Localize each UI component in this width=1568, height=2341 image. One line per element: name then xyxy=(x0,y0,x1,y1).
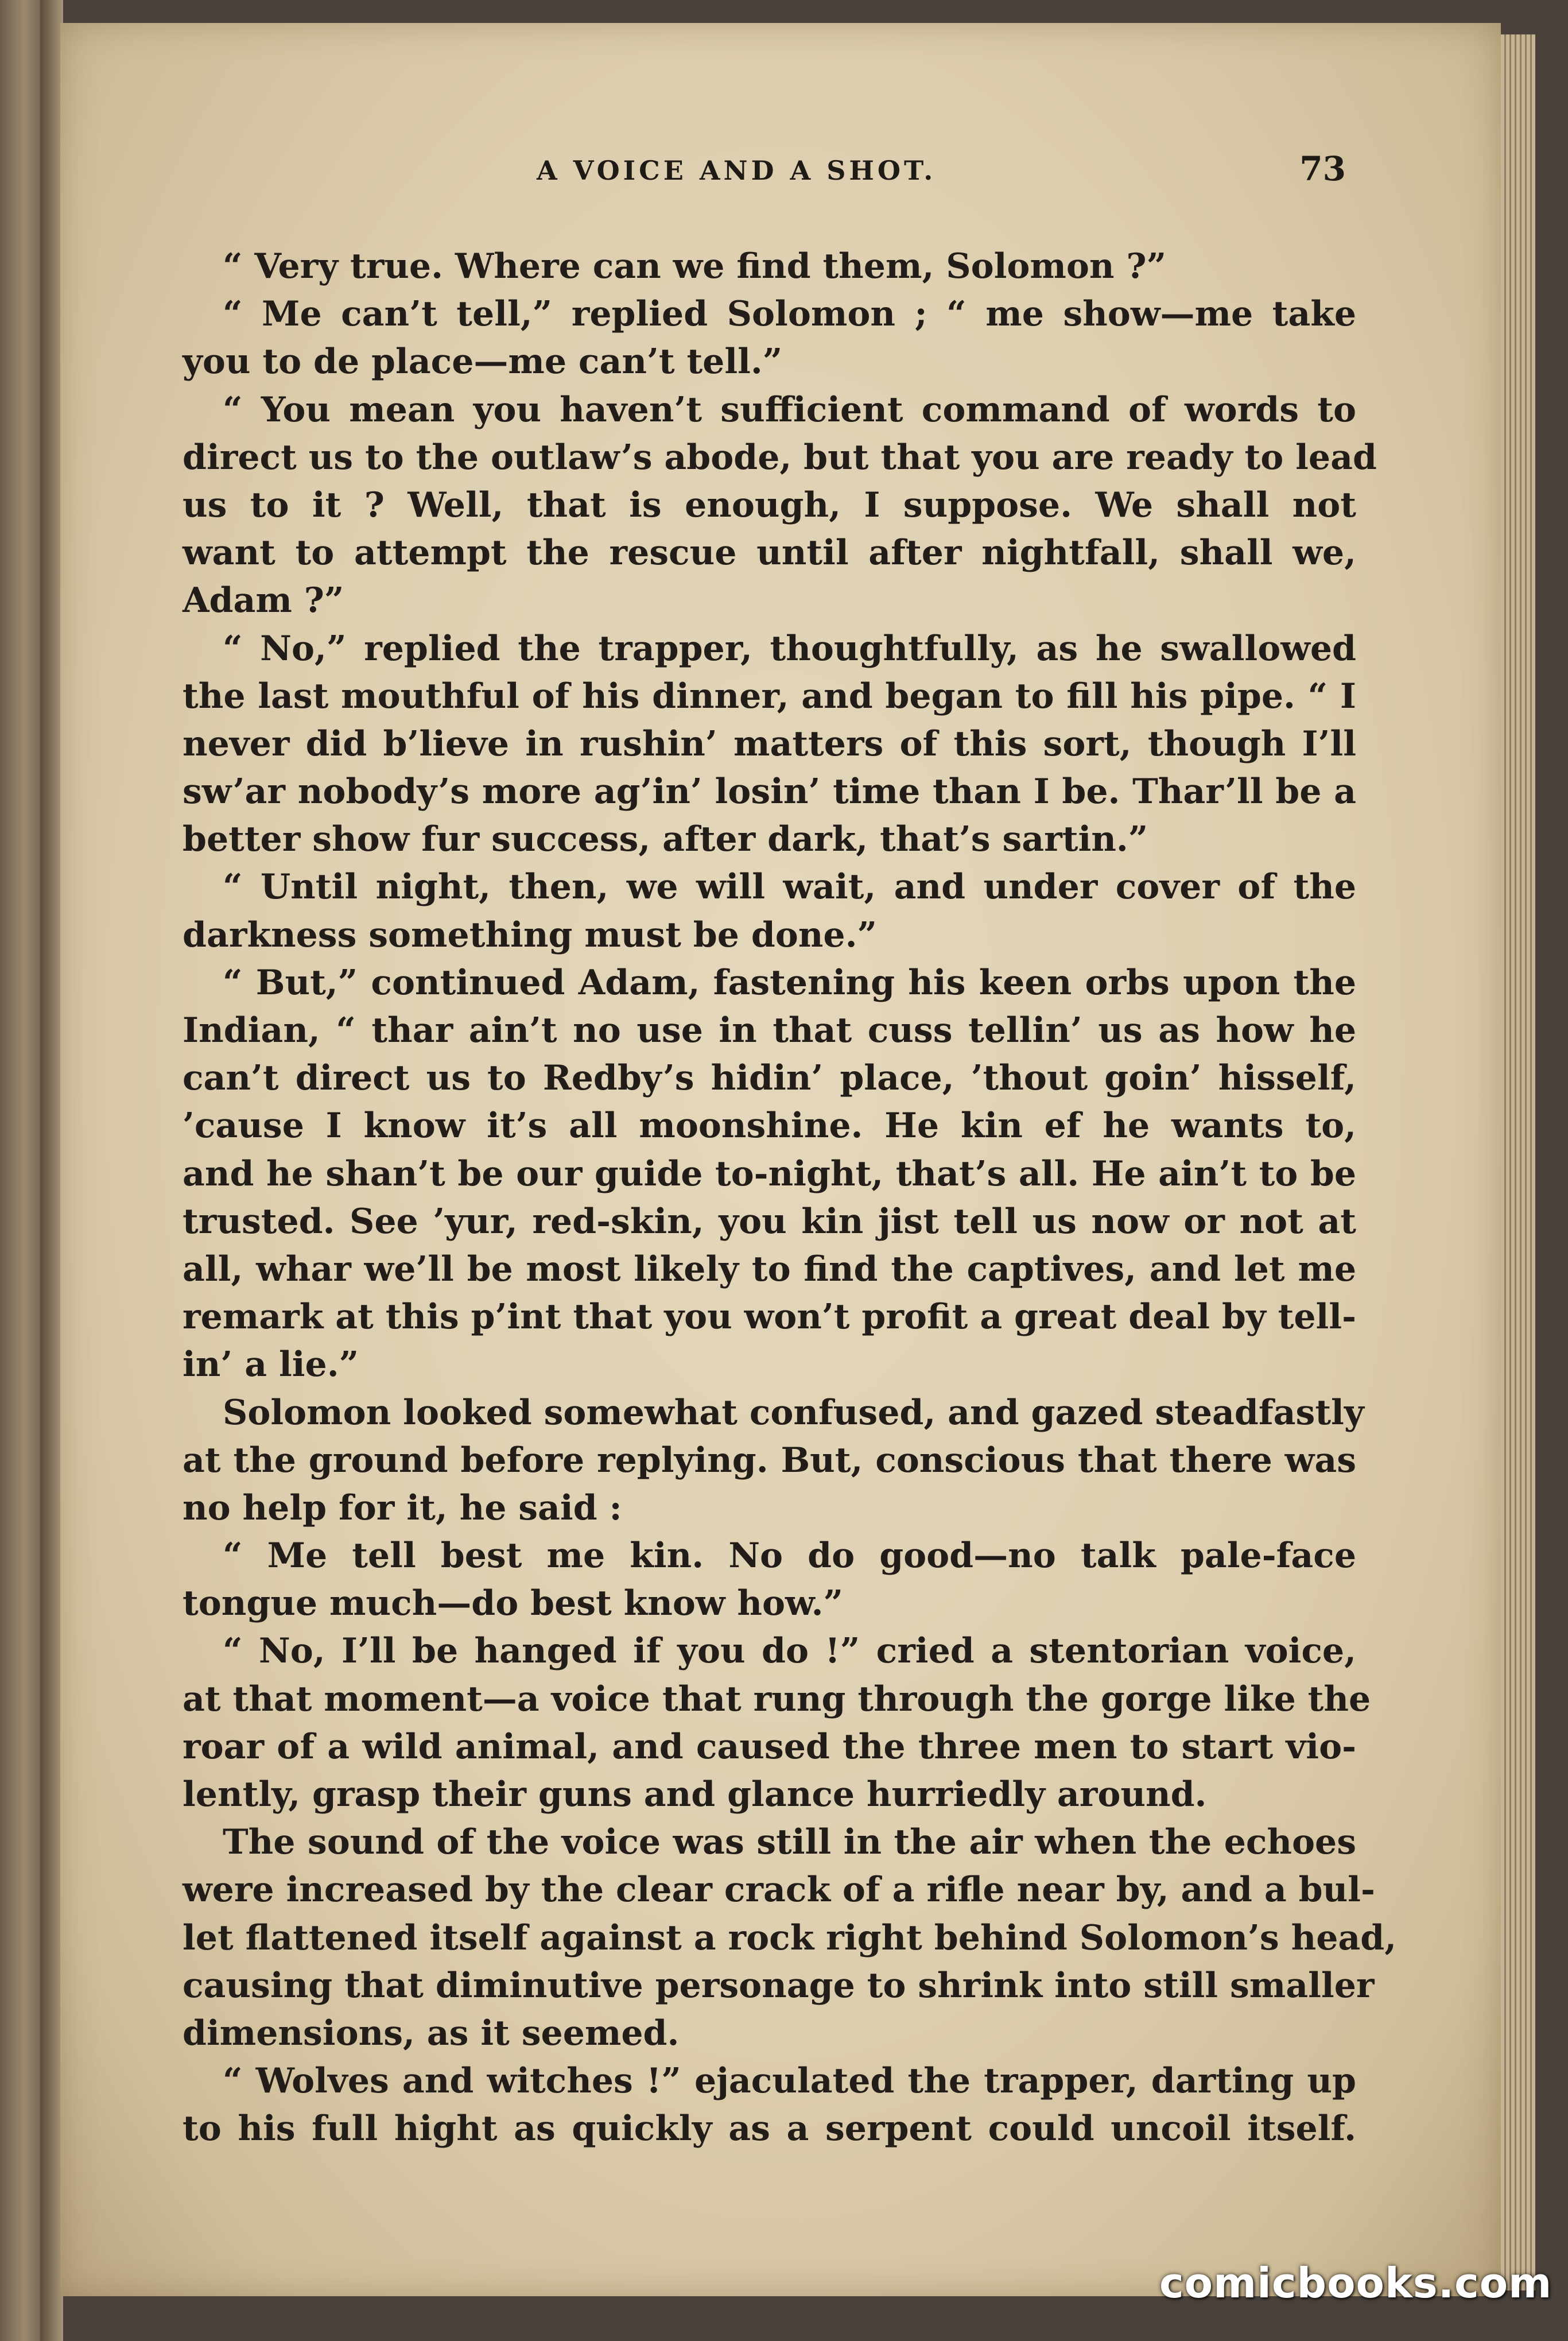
text-line: can’t direct us to Redby’s hidin’ place, ’thout goin’ hisself, xyxy=(183,1058,1356,1099)
page-body-text xyxy=(183,243,1397,2153)
watermark: comicbooks.com xyxy=(1159,2259,1553,2307)
text-line: all, whar we’ll be most likely to find the captives, and let me xyxy=(183,1249,1356,1289)
text-line: want to attempt the rescue until after nightfall, shall we, xyxy=(183,533,1356,573)
text-line: better show fur success, after dark, that’s sartin.” xyxy=(183,819,1148,860)
text-line: sw’ar nobody’s more ag’in’ losin’ time than I be. Thar’ll be a xyxy=(183,772,1356,812)
text-line: us to it ? Well, that is enough, I suppose. We shall not xyxy=(183,485,1356,525)
running-head: A VOICE AND A SHOT. xyxy=(537,155,937,186)
text-line: no help for it, he said : xyxy=(183,1487,622,1528)
text-line: “ No,” replied the trapper, thoughtfully, as he swallowed xyxy=(223,628,1356,669)
page-number: 73 xyxy=(1299,149,1346,188)
text-line: Indian, “ thar ain’t no use in that cuss tellin’ us as how he xyxy=(183,1010,1356,1051)
text-line: to his full hight as quickly as a serpent could uncoil itself. xyxy=(183,2109,1356,2149)
text-line: The sound of the voice was still in the air when the echoes xyxy=(223,1822,1356,1863)
book-page xyxy=(60,23,1501,2296)
text-line: Adam ?” xyxy=(183,580,344,621)
text-line: “ You mean you haven’t sufficient command of words to xyxy=(223,389,1356,430)
text-line: you to de place—me can’t tell.” xyxy=(183,342,783,382)
text-line: Solomon looked somewhat confused, and gazed steadfastly xyxy=(223,1392,1364,1433)
text-line: “ But,” continued Adam, fastening his keen orbs upon the xyxy=(223,962,1356,1003)
text-line: “ Wolves and witches !” ejaculated the trapper, darting up xyxy=(223,2061,1356,2102)
text-line: “ Me can’t tell,” replied Solomon ; “ me show—me take xyxy=(223,294,1356,335)
text-line: tongue much—do best know how.” xyxy=(183,1583,844,1624)
spine-shadow xyxy=(40,0,63,2341)
text-line: at the ground before replying. But, conscious that there was xyxy=(183,1440,1356,1480)
left-page-edge xyxy=(0,0,40,2341)
page-stack-edges xyxy=(1501,34,1535,2290)
text-line: the last mouthful of his dinner, and began to fill his pipe. “ I xyxy=(183,676,1356,716)
text-line: never did b’lieve in rushin’ matters of this sort, though I’ll xyxy=(183,723,1356,764)
text-line: lently, grasp their guns and glance hurriedly around. xyxy=(183,1774,1207,1815)
page-header xyxy=(60,149,1501,207)
text-line: “ Very true. Where can we find them, Solomon ?” xyxy=(223,246,1167,286)
text-line: causing that diminutive personage to shrink into still smaller xyxy=(183,1965,1375,2006)
text-line: and he shan’t be our guide to-night, that’s all. He ain’t to be xyxy=(183,1153,1356,1194)
text-line: direct us to the outlaw’s abode, but that you are ready to lead xyxy=(183,437,1377,478)
text-line: roar of a wild animal, and caused the three men to start vio- xyxy=(183,1726,1356,1767)
text-line: remark at this p’int that you won’t profit a great deal by tell- xyxy=(183,1297,1356,1338)
text-line: ’cause I know it’s all moonshine. He kin ef he wants to, xyxy=(183,1106,1356,1146)
text-line: at that moment—a voice that rung through the gorge like the xyxy=(183,1679,1371,1719)
text-line: in’ a lie.” xyxy=(183,1344,359,1385)
text-line: “ Until night, then, we will wait, and under cover of the xyxy=(223,867,1356,908)
text-line: “ Me tell best me kin. No do good—no talk pale-face xyxy=(223,1536,1356,1576)
text-line: darkness something must be done.” xyxy=(183,914,877,955)
text-line: dimensions, as it seemed. xyxy=(183,2013,680,2053)
text-line: “ No, I’ll be hanged if you do !” cried a stentorian voice, xyxy=(223,1631,1356,1672)
text-line: trusted. See ’yur, red-skin, you kin jist tell us now or not at xyxy=(183,1201,1356,1242)
text-line: let flattened itself against a rock right behind Solomon’s head, xyxy=(183,1917,1397,1958)
text-line: were increased by the clear crack of a rifle near by, and a bul- xyxy=(183,1870,1375,1910)
